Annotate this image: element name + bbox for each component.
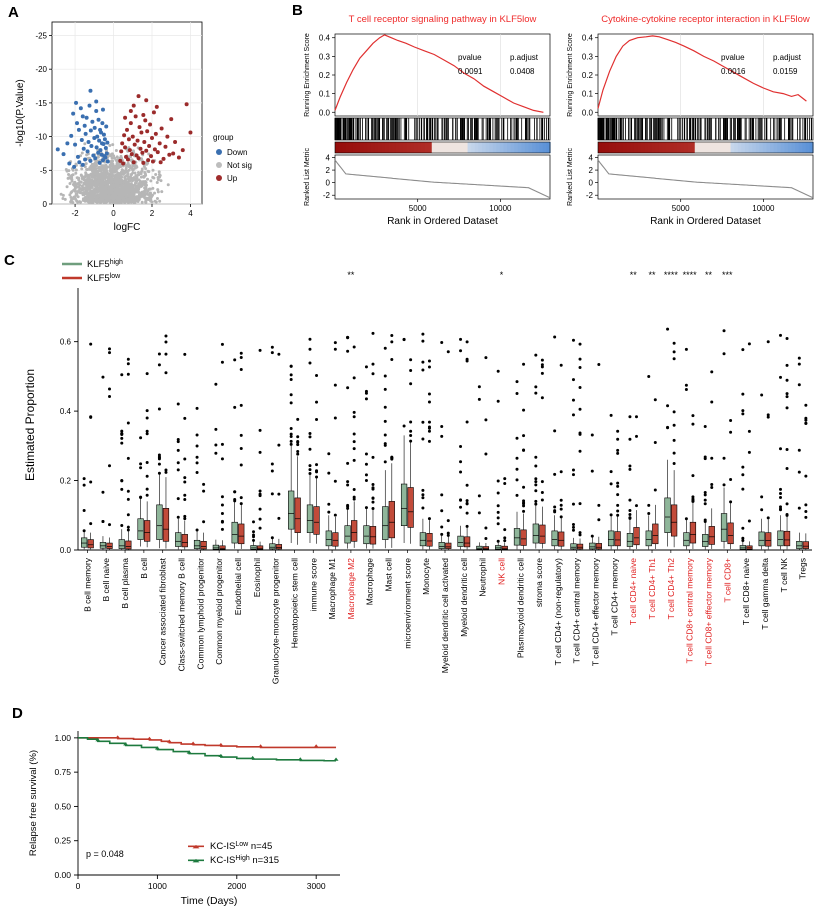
panel-letter-c: C [4, 252, 15, 269]
boxplot-category-label: T cell gamma delta [759, 558, 770, 630]
panel-letter-d: D [12, 705, 23, 722]
boxplot-category-label: NK cell [496, 558, 507, 585]
boxplot-box [389, 501, 395, 537]
boxplot-box [138, 519, 144, 540]
boxplot-box [201, 541, 207, 549]
svg-text:-5: -5 [39, 166, 47, 176]
svg-text:0.00: 0.00 [54, 870, 71, 880]
svg-text:10000: 10000 [752, 204, 775, 213]
svg-text:**: ** [629, 270, 637, 280]
boxplot-box [477, 546, 483, 549]
boxplot-category-label: Myeloid dendritic cell activated [440, 558, 450, 674]
boxplot-category-label: Macrophage [364, 558, 375, 606]
svg-text:0.4: 0.4 [318, 33, 330, 43]
boxplot-category-label: T cell CD4+ memory [609, 558, 620, 636]
svg-text:0: 0 [588, 178, 593, 188]
boxplot-box [420, 533, 426, 546]
survival-plot [20, 715, 360, 920]
boxplot-category-label: Eosinophil [251, 558, 262, 598]
boxplot-box [175, 533, 181, 547]
boxplot-category-label: stroma score [534, 558, 545, 608]
boxplot-box [533, 524, 539, 543]
svg-text:0.2: 0.2 [59, 476, 71, 486]
svg-text:Running Enrichment Score: Running Enrichment Score [567, 33, 574, 117]
boxplot-box [796, 541, 802, 548]
boxplot-box [571, 544, 577, 549]
boxplot-box [671, 505, 677, 536]
boxplot-category-label: Common myeloid progenitor [214, 558, 225, 665]
boxplot-category-label: T cell CD4+ (non-regulatory) [552, 558, 563, 666]
boxplot-category-label: B cell naive [101, 558, 112, 602]
boxplot-box [740, 545, 746, 549]
boxplot-box [382, 507, 388, 540]
svg-text:**: ** [648, 270, 656, 280]
svg-text:0.3: 0.3 [581, 52, 593, 62]
svg-text:0: 0 [111, 209, 116, 218]
svg-text:0.25: 0.25 [54, 835, 71, 846]
svg-text:**: ** [347, 270, 355, 280]
boxplot-box [502, 546, 508, 549]
boxplot-box [589, 543, 595, 549]
boxplot-category-label: B cell memory [82, 558, 93, 612]
svg-text:KLF5low: $KLF5^{low}$ [87, 272, 121, 284]
boxplot-category-label: microenvironment score [402, 558, 413, 649]
svg-text:1000: 1000 [147, 881, 167, 891]
boxplot-box [238, 524, 244, 544]
boxplot-box [401, 484, 407, 526]
svg-text:3000: 3000 [306, 881, 326, 891]
boxplot-box [163, 508, 169, 541]
boxplot-box [514, 528, 520, 545]
svg-text:****: **** [663, 270, 678, 280]
boxplot-category-label: Macrophage M1 [327, 558, 338, 620]
boxplot-category-label: T cell CD8+ naive [741, 558, 752, 626]
svg-text:-2: -2 [322, 191, 330, 201]
svg-text:Cytokine-cytokine receptor int: Cytokine-cytokine receptor interaction in KLF5low [601, 14, 810, 25]
svg-text:0.0091: 0.0091 [458, 67, 483, 76]
boxplot-box [144, 520, 150, 541]
svg-text:**: ** [704, 270, 712, 280]
boxplot-box [646, 531, 652, 546]
svg-text:p.adjust: p.adjust [773, 53, 802, 62]
svg-text:Time (Days): Time (Days) [180, 895, 238, 907]
boxplot-box [608, 531, 614, 546]
svg-text:pvalue: pvalue [721, 53, 745, 62]
boxplot-box [577, 544, 583, 549]
svg-text:KLF5high: $KLF5^{high}$ [87, 258, 123, 270]
boxplot-box [307, 505, 313, 533]
boxplot-box [445, 543, 451, 549]
boxplot-box [100, 542, 106, 548]
svg-text:0.0: 0.0 [581, 108, 593, 118]
svg-text:-15: -15 [35, 98, 47, 108]
svg-text:Ranked List Metric: Ranked List Metric [567, 148, 574, 206]
boxplot-category-label: Hematopoietic stem cell [289, 558, 300, 649]
svg-text:2: 2 [325, 166, 330, 176]
boxplot-box [427, 533, 433, 546]
boxplot-box [351, 520, 357, 541]
boxplot-box [627, 533, 633, 546]
svg-text:5000: 5000 [671, 204, 690, 213]
svg-text:Up: Up [227, 174, 238, 183]
svg-text:2000: 2000 [227, 881, 247, 891]
svg-text:Estimated Proportion: Estimated Proportion [23, 368, 37, 482]
svg-text:0.6: 0.6 [59, 337, 71, 347]
boxplot-category-label: B cell plasma [120, 558, 131, 609]
boxplot-box [107, 543, 113, 549]
boxplot-box [728, 523, 734, 544]
svg-text:-2: -2 [71, 209, 79, 218]
volcano-plot [10, 8, 290, 243]
boxplot-box [220, 546, 226, 549]
svg-text:***: *** [722, 270, 733, 280]
svg-text:****: **** [682, 270, 697, 280]
svg-text:0.0: 0.0 [318, 108, 330, 118]
boxplot-box [709, 526, 715, 544]
boxplot-box [314, 507, 320, 535]
boxplot-box [126, 541, 132, 549]
svg-text:0.0159: 0.0159 [773, 67, 798, 76]
boxplot-box [759, 532, 765, 546]
boxplot-box [345, 526, 351, 543]
boxplot-box [232, 522, 238, 543]
gsea-plot-tcr [295, 8, 557, 246]
boxplot-box [370, 526, 376, 544]
boxplot-box [803, 542, 809, 549]
svg-text:*: * [499, 270, 504, 280]
boxplot-category-label: immune score [308, 558, 319, 612]
svg-text:4: 4 [188, 209, 193, 218]
boxplot-box [464, 537, 470, 547]
boxplot-category-label: T cell CD8+ [722, 558, 733, 603]
svg-text:0.4: 0.4 [581, 33, 593, 43]
boxplot-box [182, 534, 188, 547]
boxplot-box [702, 534, 708, 546]
gsea-plot-cytokine [558, 8, 820, 246]
panel-letter-b: B [292, 2, 303, 19]
boxplot-box [615, 532, 621, 546]
svg-text:0.50: 0.50 [54, 801, 71, 812]
svg-text:Relapse free survival (%): Relapse free survival (%) [28, 749, 39, 857]
svg-text:0: 0 [325, 178, 330, 188]
svg-text:p = 0.048: p = 0.048 [86, 849, 124, 860]
svg-text:-2: -2 [585, 191, 593, 201]
boxplot-box [552, 531, 558, 546]
km-curve [78, 738, 336, 761]
boxplot-box [521, 530, 527, 546]
boxplot-box [276, 544, 282, 549]
boxplot-box [540, 525, 546, 543]
boxplot-category-label: Plasmacytoid dendritic cell [515, 558, 526, 659]
boxplot-box [333, 533, 339, 547]
svg-text:0.2: 0.2 [318, 71, 330, 80]
boxplot-box [194, 540, 200, 548]
boxplot-category-label: Granulocyte-monocyte progenitor [270, 558, 281, 685]
svg-text:logFC: logFC [113, 222, 141, 233]
boxplot-category-label: B cell [138, 558, 149, 579]
svg-text:0.1: 0.1 [581, 89, 593, 99]
svg-text:0.0: 0.0 [59, 546, 71, 555]
svg-text:T cell receptor signaling path: T cell receptor signaling pathway in KLF5low [348, 14, 537, 25]
boxplot-box [721, 514, 727, 542]
boxplot-box [213, 545, 219, 549]
boxplot-box [665, 498, 671, 533]
svg-text:4: 4 [325, 153, 330, 163]
svg-text:KC-ISHigh n=315: $KC-IS^{High}$ n=315 [210, 854, 280, 866]
svg-text:2: 2 [588, 166, 593, 176]
svg-text:2: 2 [149, 209, 155, 218]
svg-text:pvalue: pvalue [458, 53, 482, 62]
boxplot-category-label: Mast cell [383, 558, 394, 592]
svg-text:-25: -25 [35, 31, 47, 41]
boxplot-category-label: Macrophage M2 [345, 558, 356, 620]
svg-text:-log10(P.Value): -log10(P.Value) [15, 79, 26, 147]
boxplot-category-label: T cell CD8+ effector memory [703, 558, 714, 667]
boxplot-box [408, 488, 414, 528]
boxplot-box [439, 542, 445, 548]
boxplot-box [251, 545, 257, 549]
boxplot-category-label: Common lymphoid progenitor [195, 558, 206, 670]
svg-text:Down: Down [227, 148, 248, 157]
boxplot-box [558, 532, 564, 546]
boxplot-box [119, 540, 125, 549]
svg-text:0: 0 [75, 881, 81, 891]
svg-text:p.adjust: p.adjust [510, 53, 539, 62]
panel-letter-a: A [8, 4, 19, 21]
boxplot-box [778, 531, 784, 546]
boxplot-category-label: Tregs [797, 558, 808, 580]
svg-text:-10: -10 [35, 132, 47, 142]
svg-text:0.1: 0.1 [318, 89, 330, 99]
boxplot-category-label: T cell CD4+ naive [628, 558, 639, 626]
svg-text:0.3: 0.3 [318, 52, 330, 62]
immune-boxplot-chart [0, 252, 825, 702]
svg-text:Running Enrichment Score: Running Enrichment Score [304, 33, 311, 117]
boxplot-category-label: T cell NK [778, 558, 789, 593]
boxplot-box [684, 533, 690, 546]
boxplot-box [257, 546, 263, 549]
svg-text:Ranked List Metric: Ranked List Metric [304, 148, 311, 206]
boxplot-box [288, 491, 294, 529]
boxplot-box [458, 536, 464, 546]
boxplot-box [690, 522, 696, 543]
svg-text:0.2: 0.2 [581, 71, 593, 80]
boxplot-box [634, 527, 640, 544]
svg-text:group: group [213, 133, 234, 142]
boxplot-category-label: T cell CD4+ central memory [571, 558, 582, 664]
boxplot-category-label: Cancer associated fibroblast [157, 558, 168, 666]
boxplot-box [364, 526, 370, 544]
svg-text:4: 4 [588, 153, 593, 163]
svg-text:0.0408: 0.0408 [510, 67, 535, 76]
svg-text:-20: -20 [35, 65, 47, 75]
svg-text:10000: 10000 [489, 204, 512, 213]
boxplot-box [495, 545, 501, 549]
boxplot-box [765, 533, 771, 547]
svg-text:0.0016: 0.0016 [721, 67, 746, 76]
boxplot-category-label: T cell CD4+ effector memory [590, 558, 601, 667]
boxplot-category-label: T cell CD4+ Th2 [665, 558, 676, 620]
boxplot-box [596, 543, 602, 549]
boxplot-box [295, 498, 301, 533]
boxplot-category-label: T cell CD4+ Th1 [647, 558, 658, 620]
svg-text:KC-ISLow n=45: $KC-IS^{Low}$ n=45 [210, 840, 273, 852]
boxplot-category-label: T cell CD8+ central memory [684, 558, 695, 664]
boxplot-box [88, 540, 94, 548]
svg-text:0.4: 0.4 [59, 407, 71, 417]
boxplot-category-label: Monocyte [421, 558, 432, 595]
svg-text:0: 0 [42, 200, 47, 209]
svg-text:Rank in Ordered Dataset: Rank in Ordered Dataset [387, 216, 498, 227]
svg-text:5000: 5000 [408, 204, 427, 213]
boxplot-category-label: Endothelial cell [232, 558, 243, 616]
boxplot-box [157, 505, 163, 540]
svg-text:1.00: 1.00 [54, 732, 71, 743]
boxplot-category-label: Neutrophil [477, 558, 488, 597]
boxplot-box [784, 531, 790, 546]
svg-text:Not sig: Not sig [227, 161, 252, 170]
svg-text:0.75: 0.75 [54, 767, 71, 778]
boxplot-box [81, 538, 87, 547]
boxplot-box [326, 531, 332, 546]
svg-text:Rank in Ordered Dataset: Rank in Ordered Dataset [650, 216, 761, 227]
boxplot-box [270, 544, 276, 549]
boxplot-category-label: Myeloid dendritic cell [458, 558, 469, 637]
boxplot-box [652, 524, 658, 544]
boxplot-category-label: Class-switched memory B cell [176, 558, 187, 672]
